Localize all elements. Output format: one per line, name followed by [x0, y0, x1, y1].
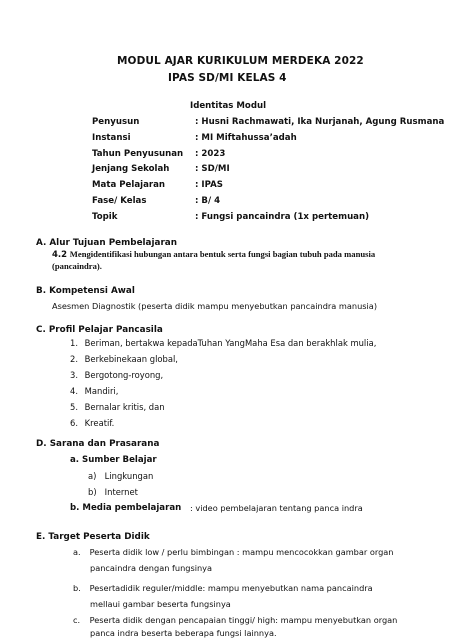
- list-item: 2. Berkebinekaan global,: [70, 354, 178, 364]
- list-item: 3. Bergotong-royong,: [70, 370, 164, 380]
- section-d-sub-a: a. Sumber Belajar: [70, 455, 157, 465]
- identitas-label: Tahun Penyusunan: [92, 149, 184, 159]
- identitas-label: Penyusun: [92, 117, 140, 127]
- identitas-row-jenjang: [92, 164, 230, 174]
- identitas-value: : Husni Rachmawati, Ika Nurjanah, Agung Rusmana: [195, 117, 445, 127]
- list-item: b. Pesertadidik reguler/middle: mampu menyebutkan nama pancaindra: [73, 583, 373, 593]
- list-item-continuation: panca indra beserta beberapa fungsi lainnya.: [90, 628, 277, 638]
- list-item: a) Lingkungan: [88, 471, 154, 481]
- list-item: 1. Beriman, bertakwa kepadaTuhan YangMaha Esa dan berakhlak mulia,: [70, 338, 377, 348]
- identitas-value: : 2023: [195, 149, 226, 159]
- list-item: 5. Bernalar kritis, dan: [70, 402, 165, 412]
- section-d-sub-b-value: : video pembelajaran tentang panca indra: [190, 503, 363, 513]
- identitas-row-fase: [92, 196, 220, 206]
- list-item: b) Internet: [88, 487, 138, 497]
- identitas-heading: Identitas Modul: [190, 101, 267, 111]
- identitas-row-penyusun: [92, 117, 444, 127]
- section-a-heading: A. Alur Tujuan Pembelajaran: [36, 238, 177, 248]
- identitas-row-instansi: [92, 133, 297, 143]
- identitas-row-mapel: [92, 180, 223, 190]
- section-b-text: Asesmen Diagnostik (peserta didik mampu menyebutkan pancaindra manusia): [52, 301, 378, 311]
- identitas-label: Fase/ Kelas: [92, 196, 147, 206]
- identitas-value: : IPAS: [195, 180, 223, 190]
- list-item-continuation: pancaindra dengan fungsinya: [90, 563, 213, 573]
- identitas-label: Topik: [92, 212, 118, 222]
- section-a-text: Mengidentifikasi hubungan antara bentuk serta fungsi bagian tubuh pada manusia: [69, 249, 376, 259]
- identitas-value: : MI Miftahussa’adah: [195, 133, 297, 143]
- identitas-row-topik: [92, 212, 369, 222]
- document-title-line2: IPAS SD/MI KELAS 4: [168, 72, 287, 84]
- list-item-continuation: mellaui gambar beserta fungsinya: [90, 599, 231, 609]
- identitas-value: : B/ 4: [195, 196, 221, 206]
- identitas-label: Instansi: [92, 133, 131, 143]
- identitas-label: Mata Pelajaran: [92, 180, 166, 190]
- section-a-text-line2: (pancaindra).: [52, 261, 102, 271]
- section-a-number: 4.2: [52, 250, 68, 260]
- list-item: a. Peserta didik low / perlu bimbingan : mampu mencocokkan gambar organ: [73, 547, 394, 557]
- section-d-sub-b-label: b. Media pembelajaran: [70, 503, 182, 513]
- document-title-line1: MODUL AJAR KURIKULUM MERDEKA 2022: [117, 55, 364, 67]
- identitas-value: : SD/MI: [195, 164, 230, 174]
- section-e-heading: E. Target Peserta Didik: [36, 532, 150, 542]
- identitas-value: : Fungsi pancaindra (1x pertemuan): [195, 212, 370, 222]
- section-c-heading: C. Profil Pelajar Pancasila: [36, 325, 163, 335]
- identitas-row-tahun: [92, 149, 225, 159]
- section-b-heading: B. Kompetensi Awal: [36, 286, 135, 296]
- list-item: 4. Mandiri,: [70, 386, 119, 396]
- list-item: c. Peserta didik dengan pencapaian tinggi/ high: mampu menyebutkan organ: [73, 615, 398, 625]
- identitas-label: Jenjang Sekolah: [92, 164, 170, 174]
- section-d-heading: D. Sarana dan Prasarana: [36, 439, 160, 449]
- list-item: 6. Kreatif.: [70, 418, 115, 428]
- section-a-line1: [52, 249, 375, 260]
